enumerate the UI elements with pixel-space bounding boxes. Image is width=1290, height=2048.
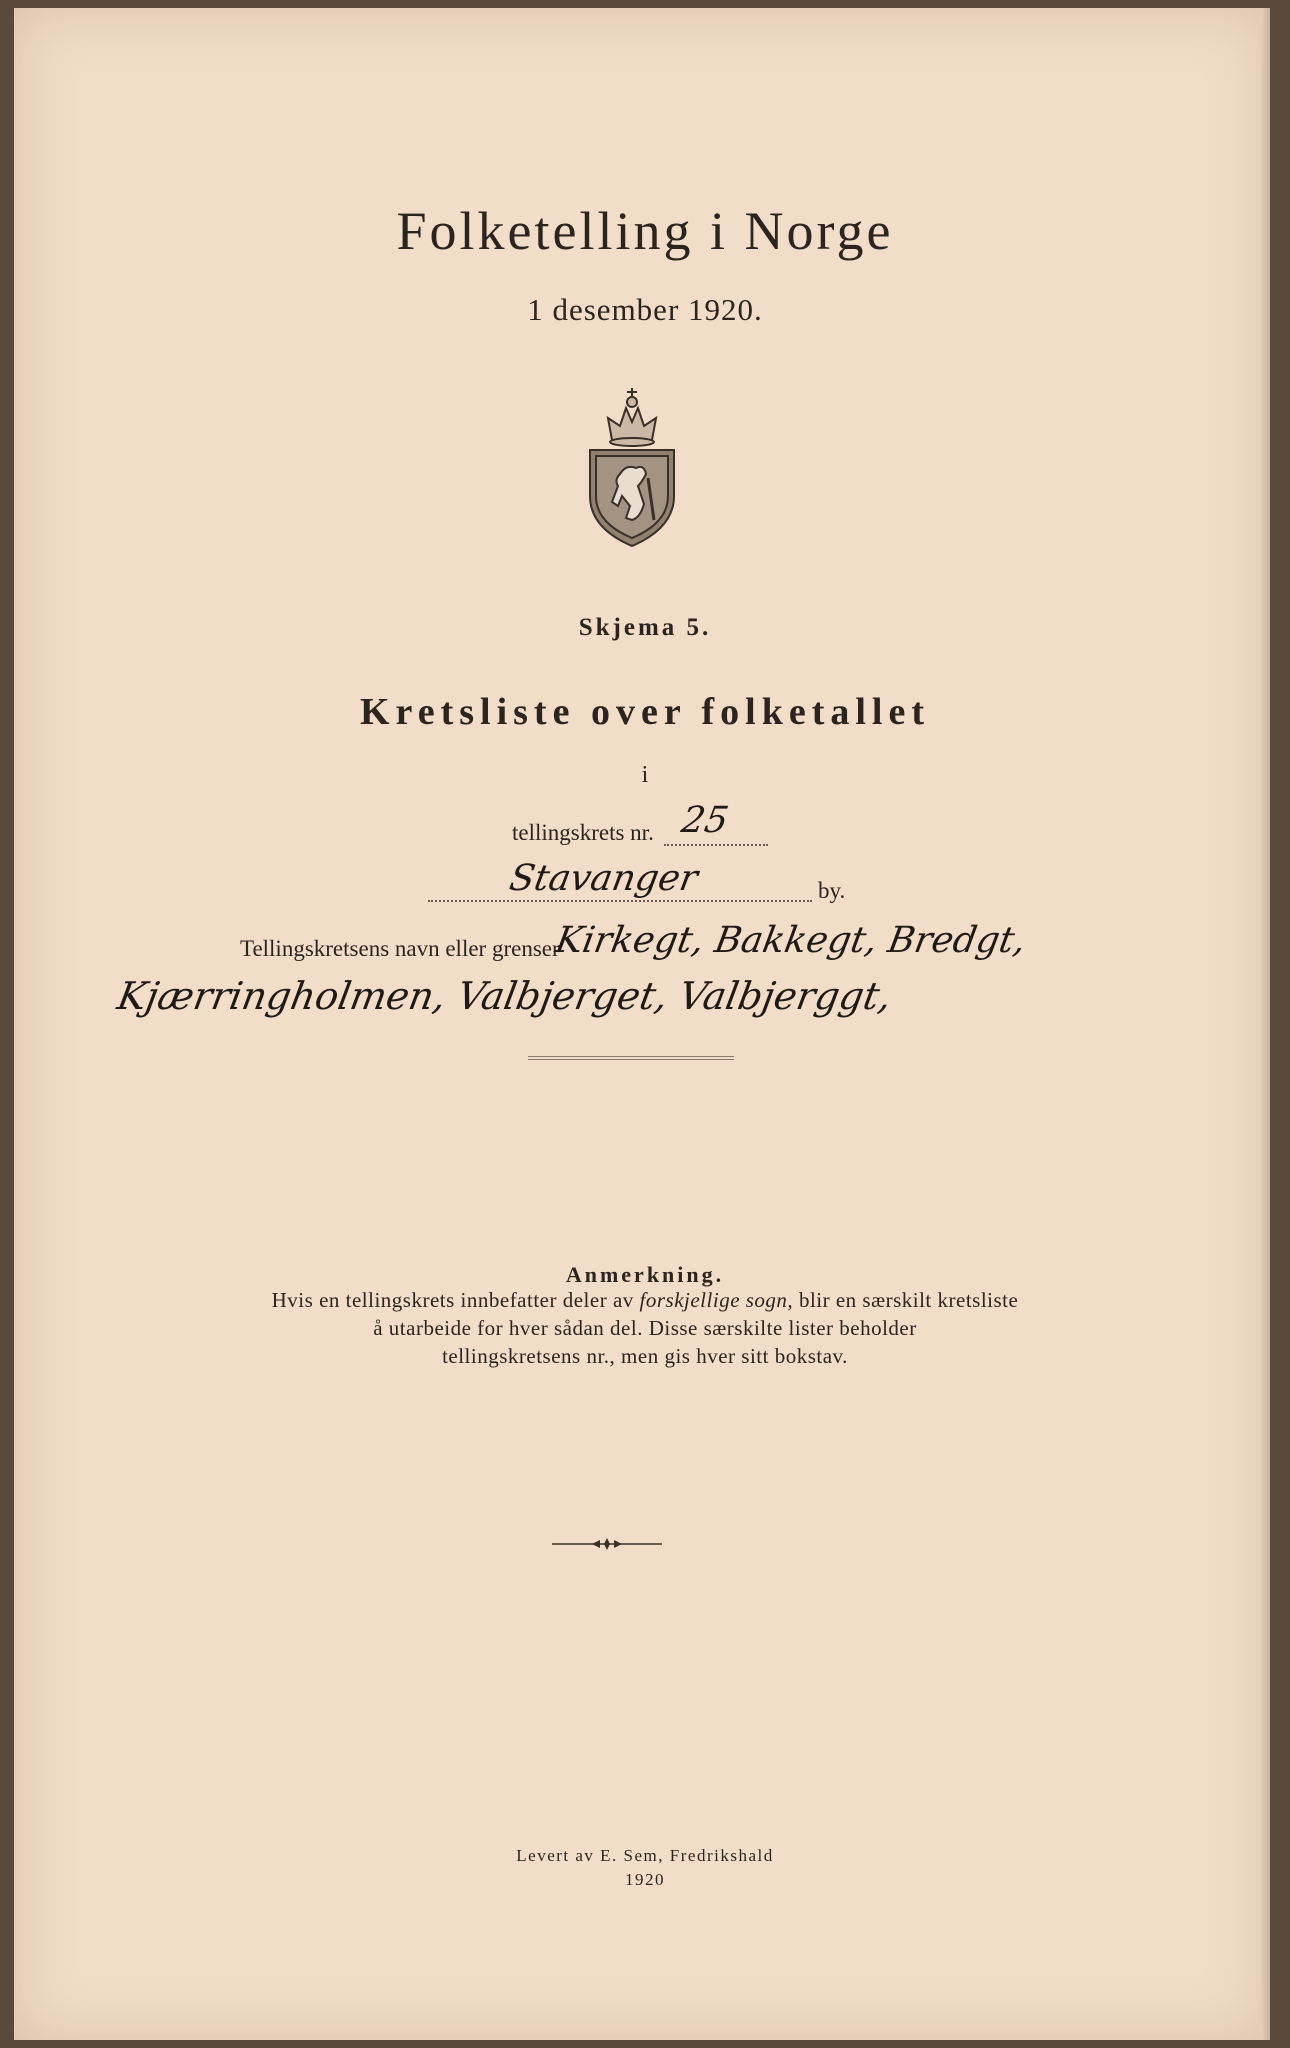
boundaries-value-line2: Kjærringholmen, Valbjerget, Valbjerggt, [114,974,896,1018]
note-line-1 [0,1288,1290,1313]
district-number-value: 25 [678,800,732,841]
ornament-divider-icon [552,1537,662,1551]
city-line [428,900,812,902]
document-date: 1 desember 1920. [527,292,763,327]
print-year: 1920 [625,1870,665,1889]
form-heading: Kretsliste over folketallet [359,691,931,733]
note-title: Anmerkning. [565,1262,725,1287]
divider-rule [528,1056,734,1060]
preposition: i [641,762,649,788]
note-line-1-text: Hvis en tellingskrets innbefatter deler av [271,1288,640,1312]
city-suffix: by. [818,878,846,903]
boundaries-label: Tellingskretsens navn eller grenser [240,936,560,961]
printer-credit: Levert av E. Sem, Fredrikshald [516,1846,774,1865]
note-line-3: tellingskretsens nr., men gis hver sitt bokstav. [442,1344,848,1368]
note-line-1-emphasis: forskjellige sogn, [639,1288,794,1312]
city-value: Stavanger [506,858,701,899]
district-number-label: tellingskrets nr. [512,820,654,845]
document-title: Folketelling i Norge [396,201,894,261]
note-line-1-text-end: blir en særskilt kretsliste [793,1288,1019,1312]
coat-of-arms-icon [582,378,682,548]
note-line-2: å utarbeide for hver sådan del. Disse særskilte lister beholder [373,1316,917,1340]
boundaries-value-line1: Kirkegt, Bakkegt, Bredgt, [552,920,1029,961]
schema-label: Skjema 5. [578,614,712,641]
district-number-line [664,844,768,846]
